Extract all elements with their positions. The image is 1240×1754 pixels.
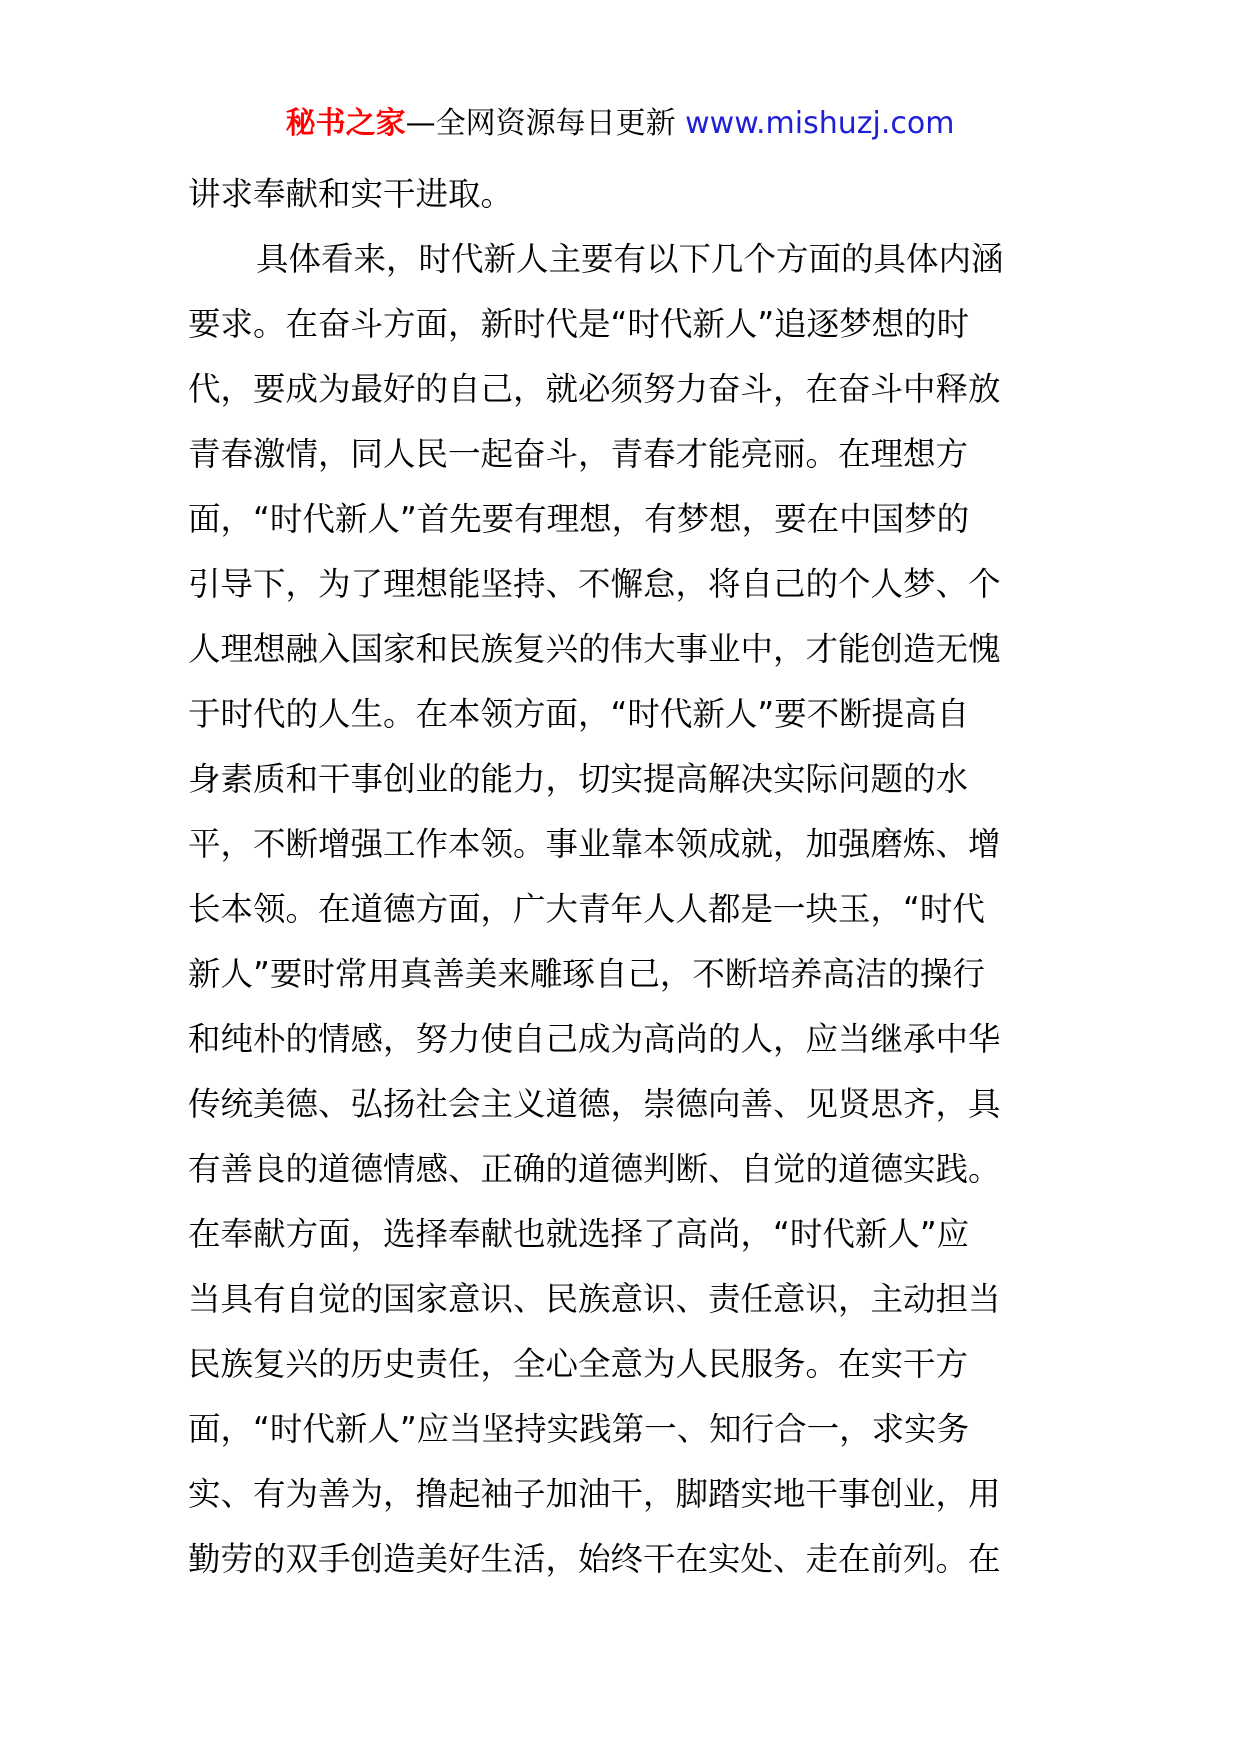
header-slogan: —全网资源每日更新 — [405, 106, 686, 141]
text-line: 引导下，为了理想能坚持、不懈怠，将自己的个人梦、个 — [188, 565, 1001, 603]
text-line: 传统美德、弘扬社会主义道德，崇德向善、见贤思齐，具 — [188, 1085, 1001, 1123]
text-line: 讲求奉献和实干进取。 — [188, 175, 514, 213]
text-line: 要求。在奋斗方面，新时代是“时代新人”追逐梦想的时 — [188, 305, 970, 343]
text-line: 和纯朴的情感，努力使自己成为高尚的人，应当继承中华 — [188, 1020, 1001, 1058]
text-line: 面，“时代新人”首先要有理想，有梦想，要在中国梦的 — [188, 500, 970, 538]
text-line: 有善良的道德情感、正确的道德判断、自觉的道德实践。 — [188, 1150, 1001, 1188]
text-line: 平，不断增强工作本领。事业靠本领成就，加强磨炼、增 — [188, 825, 1001, 863]
text-line: 当具有自觉的国家意识、民族意识、责任意识，主动担当 — [188, 1280, 1001, 1318]
text-line: 青春激情，同人民一起奋斗，青春才能亮丽。在理想方 — [188, 435, 969, 473]
text-line: 人理想融入国家和民族复兴的伟大事业中，才能创造无愧 — [188, 630, 1001, 668]
text-line: 勤劳的双手创造美好生活，始终干在实处、走在前列。在 — [188, 1540, 1001, 1578]
document-body — [188, 162, 1058, 1592]
text-line: 在奉献方面，选择奉献也就选择了高尚，“时代新人”应 — [188, 1215, 970, 1253]
text-line: 长本领。在道德方面，广大青年人人都是一块玉，“时代 — [188, 890, 985, 928]
text-line: 实、有为善为，撸起袖子加油干，脚踏实地干事创业，用 — [188, 1475, 1001, 1513]
text-line: 身素质和干事创业的能力，切实提高解决实际问题的水 — [188, 760, 969, 798]
page-header — [0, 104, 1240, 144]
text-line: 新人”要时常用真善美来雕琢自己，不断培养高洁的操行 — [188, 955, 985, 993]
brand-name: 秘书之家 — [285, 106, 406, 141]
text-line: 于时代的人生。在本领方面，“时代新人”要不断提高自 — [188, 695, 970, 733]
website-link[interactable]: www.mishuzj.com — [685, 106, 955, 141]
text-line: 民族复兴的历史责任，全心全意为人民服务。在实干方 — [188, 1345, 969, 1383]
text-line: 面，“时代新人”应当坚持实践第一、知行合一，求实务 — [188, 1410, 970, 1448]
text-line: 代，要成为最好的自己，就必须努力奋斗，在奋斗中释放 — [188, 370, 1001, 408]
paragraph-start-line: 具体看来，时代新人主要有以下几个方面的具体内涵 — [256, 240, 1004, 278]
